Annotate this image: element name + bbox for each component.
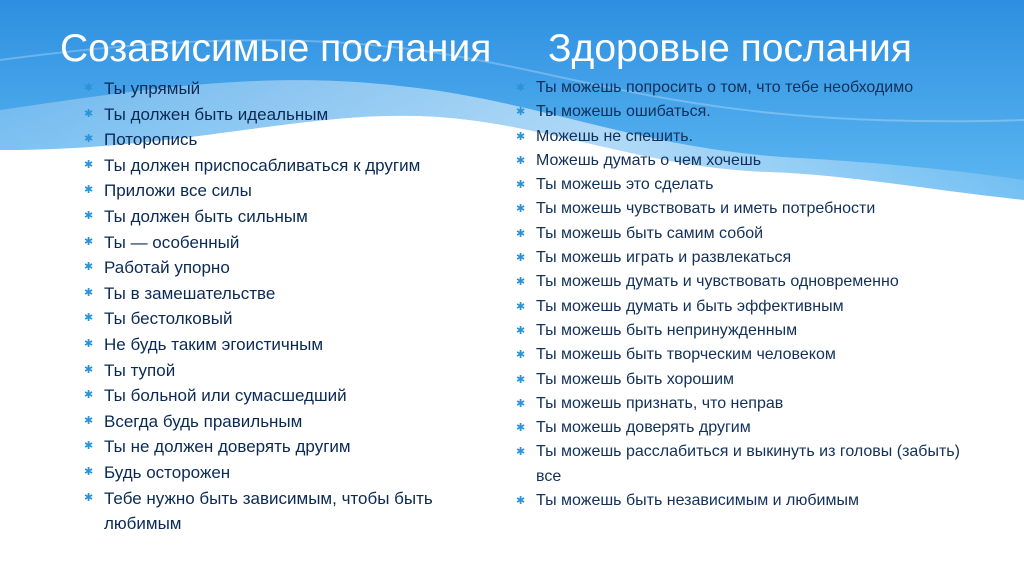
list-item-text: Ты должен быть идеальным [104,104,329,124]
list-item-text: Ты можешь чувствовать и иметь потребности [536,200,876,218]
bullet-icon: ✱ [516,106,526,119]
list-item [512,489,982,513]
list-item-text: Ты можешь быть самим собой [536,224,764,242]
list-item [512,125,982,149]
bullet-icon: ✱ [84,235,94,248]
list-item [512,270,982,294]
bullet-icon: ✱ [84,337,94,350]
bullet-icon: ✱ [516,154,526,167]
healthy-messages-list [512,76,982,513]
list-item-text: Ты можешь играть и развлекаться [536,249,792,267]
list-item-text: Ты должен приспосабливаться к другим [104,155,421,175]
bullet-icon: ✱ [84,465,94,478]
list-item-text: Всегда будь правильным [104,411,303,431]
list-item [80,332,500,358]
healthy-messages-title: Здоровые послания [548,27,912,70]
list-item [512,319,982,343]
list-item-text: Ты можешь признать, что неправ [536,394,784,412]
list-item-text: Ты не должен доверять другим [104,437,351,457]
list-item [80,255,500,281]
list-item [80,230,500,256]
list-item-text: Можешь думать о чем хочешь [536,151,762,169]
list-item [80,434,500,460]
list-item [512,100,982,124]
list-item-text: Ты в замешательстве [104,283,276,303]
list-item-text: Приложи все силы [104,181,252,201]
bullet-icon: ✱ [516,349,526,362]
list-item-text: Не будь таким эгоистичным [104,334,324,354]
list-item [80,358,500,384]
list-item-text: Ты можешь думать и быть эффективным [536,297,844,315]
bullet-icon: ✱ [516,495,526,508]
list-item-text: Ты можешь быть хорошим [536,370,735,388]
list-item [512,368,982,392]
list-item [512,197,982,221]
list-item-text: Тебе нужно быть зависимым, чтобы быть любимым [104,488,433,534]
list-item-text: Ты бестолковый [104,309,233,329]
list-item-text: Поторопись [104,130,198,150]
bullet-icon: ✱ [516,227,526,240]
bullet-icon: ✱ [84,158,94,171]
list-item-text: Можешь не спешить. [536,127,694,145]
bullet-icon: ✱ [84,133,94,146]
bullet-icon: ✱ [84,286,94,299]
list-item [80,306,500,332]
list-item-text: Ты тупой [104,360,176,380]
list-item-text: Ты можешь доверять другим [536,419,751,437]
list-item-text: Ты можешь расслабиться и выкинуть из головы (забыть) все [536,443,960,485]
bullet-icon: ✱ [516,422,526,435]
list-item-text: Ты можешь думать и чувствовать одновременно [536,273,899,291]
list-item-text: Ты можешь это сделать [536,176,714,194]
list-item-text: Ты можешь быть творческим человеком [536,346,836,364]
list-item-text: Ты можешь ошибаться. [536,103,711,121]
bullet-icon: ✱ [516,373,526,386]
list-item [512,246,982,270]
list-item-text: Ты можешь быть независимым и любимым [536,492,859,510]
bullet-icon: ✱ [84,389,94,402]
list-item [512,149,982,173]
bullet-icon: ✱ [84,440,94,453]
bullet-icon: ✱ [516,203,526,216]
bullet-icon: ✱ [516,446,526,459]
list-item [80,409,500,435]
list-item [80,460,500,486]
list-item-text: Ты можешь попросить о том, что тебе необходимо [536,79,914,96]
bullet-icon: ✱ [84,363,94,376]
list-item [512,343,982,367]
bullet-icon: ✱ [516,397,526,410]
bullet-icon: ✱ [516,252,526,265]
list-item-text: Ты — особенный [104,232,240,252]
bullet-icon: ✱ [84,82,94,94]
bullet-icon: ✱ [84,312,94,325]
bullet-icon: ✱ [516,179,526,192]
bullet-icon: ✱ [84,414,94,427]
list-item [80,204,500,230]
bullet-icon: ✱ [84,491,94,504]
list-item [512,222,982,246]
list-item [80,486,500,537]
list-item [512,440,982,489]
bullet-icon: ✱ [516,276,526,289]
list-item [512,416,982,440]
list-item [80,127,500,153]
list-item [80,178,500,204]
bullet-icon: ✱ [84,209,94,222]
list-item [512,392,982,416]
list-item-text: Ты упрямый [104,79,201,98]
bullet-icon: ✱ [516,130,526,143]
list-item [80,102,500,128]
list-item-text: Работай упорно [104,258,230,278]
list-item-text: Ты больной или сумасшедший [104,386,347,406]
list-item-text: Ты можешь быть непринужденным [536,321,798,339]
bullet-icon: ✱ [516,324,526,337]
list-item [512,295,982,319]
list-item [80,281,500,307]
codependent-messages-list [80,76,500,537]
codependent-messages-title: Созависимые послания [60,27,492,70]
list-item [80,76,500,102]
list-item [80,153,500,179]
list-item-text: Будь осторожен [104,462,231,482]
list-item [512,173,982,197]
bullet-icon: ✱ [516,300,526,313]
list-item-text: Ты должен быть сильным [104,206,308,226]
bullet-icon: ✱ [84,184,94,197]
bullet-icon: ✱ [84,261,94,274]
list-item [512,76,982,100]
bullet-icon: ✱ [84,107,94,120]
list-item [80,383,500,409]
bullet-icon: ✱ [516,82,526,94]
